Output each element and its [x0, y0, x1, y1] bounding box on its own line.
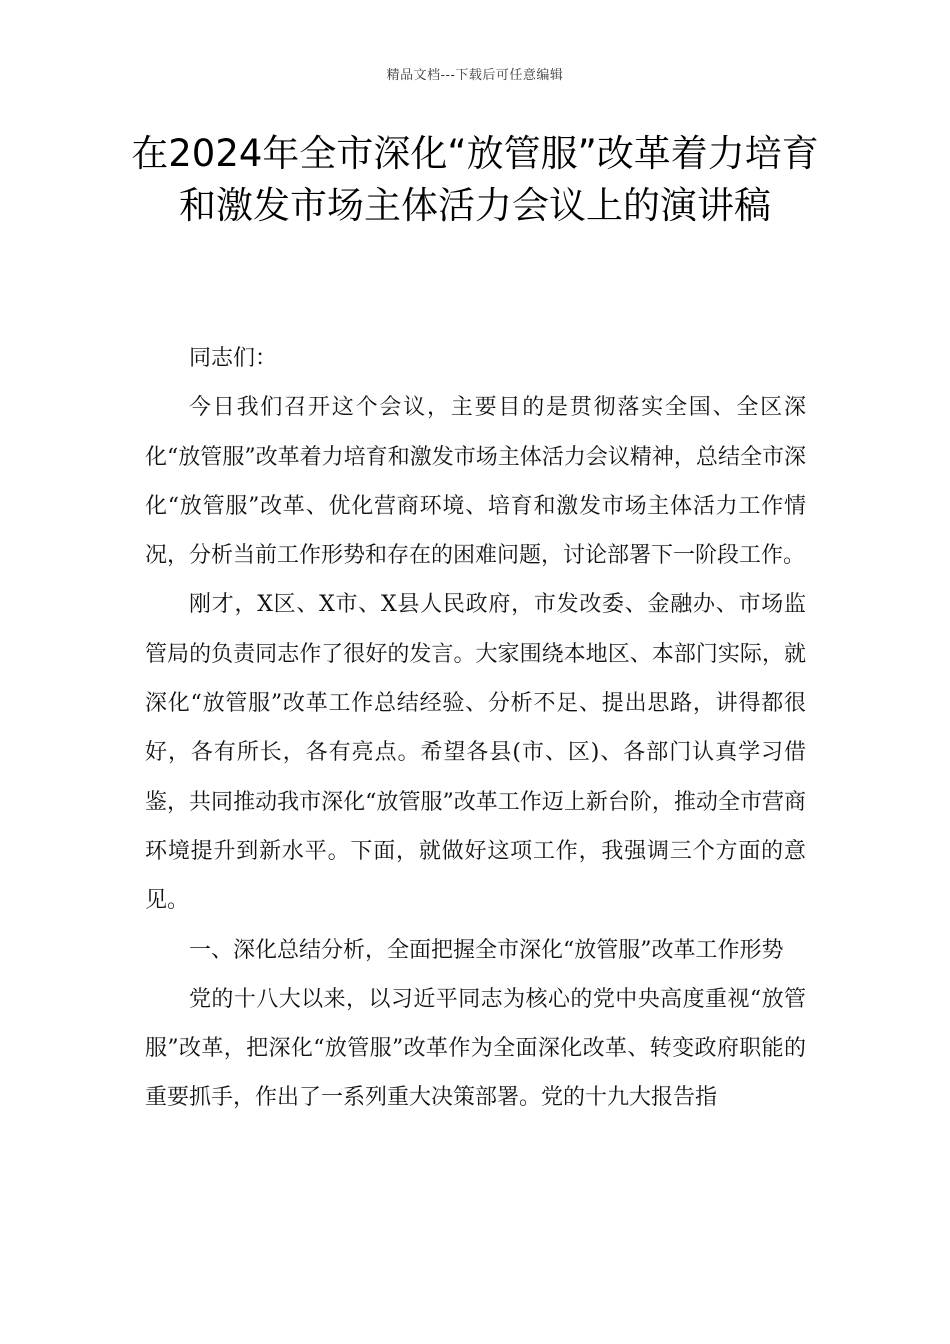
- section-heading: 一、深化总结分析，全面把握全市深化“放管服”改革工作形势: [189, 937, 784, 963]
- body-paragraph: 今日我们召开这个会议，主要目的是贯彻落实全国、全区深化“放管服”改革着力培育和激发市场主体活力会议精神，总结全市深化“放管服”改革、优化营商环境、培育和激发市场主体活力工作情况，分析当前工作形势和存在的困难问题，讨论部署下一阶段工作。: [145, 395, 806, 569]
- body-paragraph: 刚才，X区、X市、X县人民政府，市发改委、金融办、市场监管局的负责同志作了很好的发言。大家围绕本地区、本部门实际，就深化“放管服”改革工作总结经验、分析不足、提出思路，讲得都很好，各有所长，各有亮点。希望各县(市、区)、各部门认真学习借鉴，共同推动我市深化“放管服”改革工作迈上新台阶，推动全市营商环境提升到新水平。下面，就做好这项工作，我强调三个方面的意见。: [145, 592, 806, 914]
- document-title: 在2024年全市深化“放管服”改革着力培育和激发市场主体活力会议上的演讲稿: [131, 132, 819, 227]
- salutation-paragraph: 同志们：: [189, 346, 278, 371]
- body-paragraph: 党的十八大以来，以习近平同志为核心的党中央高度重视“放管服”改革，把深化“放管服”改革作为全面深化改革、转变政府职能的重要抓手，作出了一系列重大决策部署。党的十九大报告指: [145, 986, 806, 1111]
- document-body: [145, 334, 806, 1123]
- header-note: 精品文档---下载后可任意编辑: [386, 68, 564, 83]
